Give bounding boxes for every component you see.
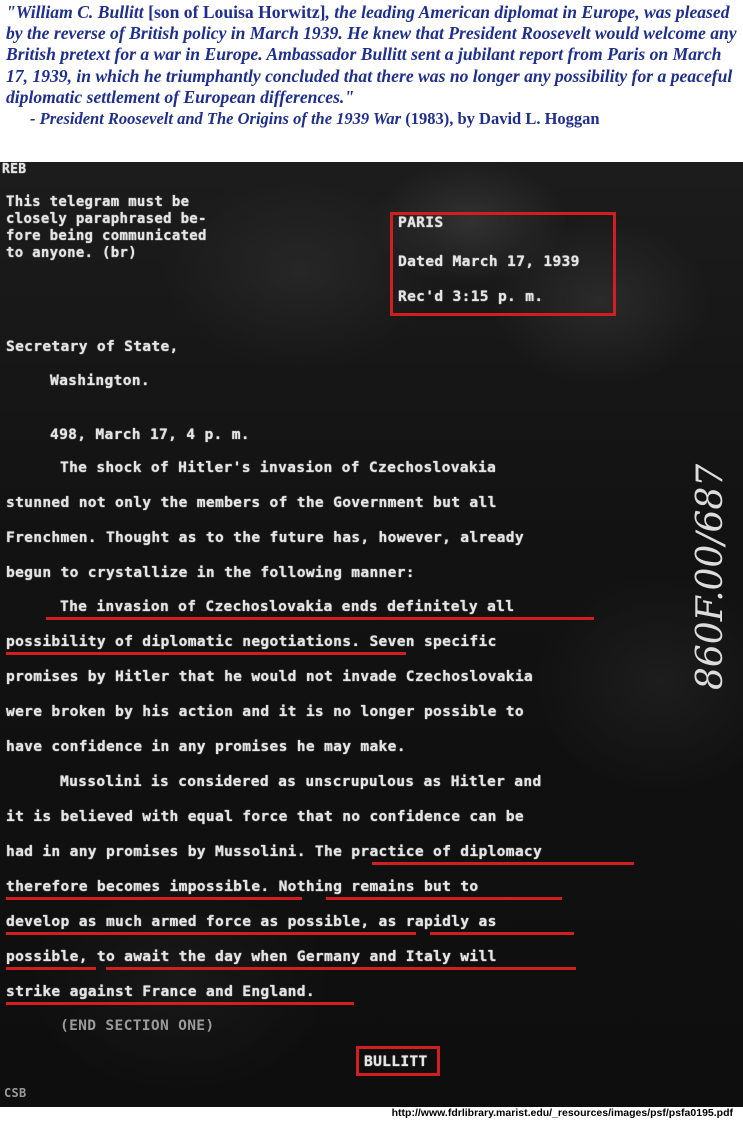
body-line: possible, to await the day when Germany and Italy will	[6, 948, 497, 965]
underline-highlight	[6, 652, 406, 655]
underline-highlight	[6, 967, 96, 970]
body-line: have confidence in any promises he may make.	[6, 738, 406, 755]
quote-attribution	[6, 108, 740, 129]
header-highlight-box	[390, 212, 616, 316]
end-section-marker: (END SECTION ONE)	[60, 1017, 215, 1034]
telegram-place: PARIS	[398, 214, 444, 231]
quote-part-3: , the leading American diplomat in Europe, was pleased by the reverse of British policy in March 1939. He knew that President Roosevelt would welcome any British pretext for a war in Europe. Ambassador Bullitt sent a jubilant report from Paris on March 17, 1939, in which he triumphantly concluded that there was no longer any possibility for a peaceful diplomatic settlement of European differences."	[6, 2, 737, 107]
underline-highlight	[6, 932, 416, 935]
body-line: Mussolini is considered as unscrupulous as Hitler and	[60, 773, 542, 790]
quote-part-1: "William C. Bullitt	[6, 2, 144, 22]
body-line: possibility of diplomatic negotiations. Seven specific	[6, 633, 497, 650]
notice-line: to anyone. (br)	[6, 245, 137, 261]
body-line: it is believed with equal force that no confidence can be	[6, 808, 524, 825]
body-line: develop as much armed force as possible, as rapidly as	[6, 913, 497, 930]
notice-line: fore being communicated	[6, 228, 207, 244]
body-line: Frenchmen. Thought as to the future has, however, already	[6, 529, 524, 546]
underline-highlight	[430, 932, 574, 935]
signature: BULLITT	[364, 1053, 428, 1070]
body-line: were broken by his action and it is no longer possible to	[6, 703, 524, 720]
underline-highlight	[46, 617, 594, 620]
telegram-received: Rec'd 3:15 p. m.	[398, 288, 544, 305]
body-line: stunned not only the members of the Government but all	[6, 494, 497, 511]
telegram-number-line: 498, March 17, 4 p. m.	[50, 426, 250, 443]
attribution-rest: (1983), by David L. Hoggan	[401, 109, 600, 129]
telegram-dated: Dated March 17, 1939	[398, 253, 580, 270]
body-line: The invasion of Czechoslovakia ends definitely all	[60, 598, 515, 615]
body-line: The shock of Hitler's invasion of Czechoslovakia	[60, 459, 497, 476]
quote-part-2: [son of Louisa Horwitz]	[143, 2, 326, 22]
addressee-line-1: Secretary of State,	[6, 338, 179, 355]
notice-line: closely paraphrased be-	[6, 211, 207, 227]
footer-code: CSB	[4, 1086, 27, 1100]
body-line: therefore becomes impossible. Nothing remains but to	[6, 878, 479, 895]
body-line: promises by Hitler that he would not invade Czechoslovakia	[6, 668, 533, 685]
source-url[interactable]: http://www.fdrlibrary.marist.edu/_resources/images/psf/psfa0195.pdf	[391, 1107, 733, 1119]
body-line: begun to crystallize in the following manner:	[6, 564, 415, 581]
underline-highlight	[106, 967, 576, 970]
paraphrase-notice	[6, 194, 207, 262]
underline-highlight	[6, 1002, 354, 1005]
hoggan-quote	[6, 2, 740, 129]
underline-highlight	[372, 862, 634, 865]
notice-line: This telegram must be	[6, 194, 190, 210]
underline-highlight	[6, 897, 302, 900]
underline-highlight	[326, 897, 562, 900]
telegram-scan	[0, 162, 743, 1107]
handwritten-file-number: 860F.00/687	[690, 463, 731, 690]
telegram-code: REB	[2, 162, 27, 177]
body-line: had in any promises by Mussolini. The practice of diplomacy	[6, 843, 543, 860]
addressee-line-2: Washington.	[50, 372, 150, 389]
signature-highlight-box	[356, 1046, 440, 1076]
body-line: strike against France and England.	[6, 983, 315, 1000]
attribution-title: - President Roosevelt and The Origins of the 1939 War	[30, 109, 402, 129]
